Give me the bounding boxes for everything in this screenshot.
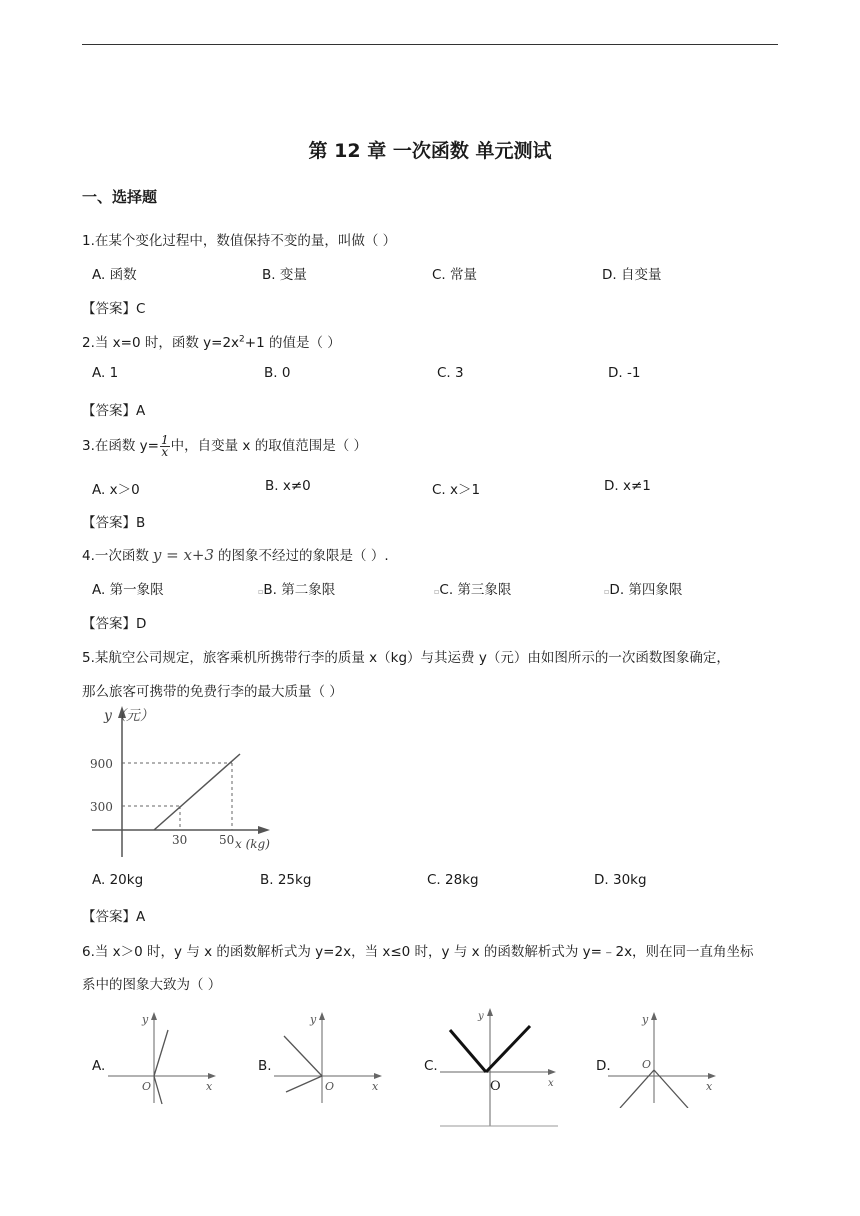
question-1-text: 1.在某个变化过程中，数值保持不变的量，叫做（ ） <box>82 233 397 249</box>
question-6-line-1: 6.当 x＞0 时，y 与 x 的函数解析式为 y=2x，当 x≤0 时，y 与 x 的函数解析式为 y=﹣2x，则在同一直角坐标 <box>82 944 754 960</box>
q2-option-a[interactable]: A. 1 <box>92 365 119 381</box>
svg-text:y: y <box>478 1011 484 1022</box>
svg-text:x: x <box>206 1080 213 1093</box>
formula: y = x+3 <box>152 546 215 564</box>
question-4-text: 4.一次函数 y = x+3 的图象不经过的象限是（ ）. <box>82 546 389 564</box>
q3-option-b[interactable]: B. x≠0 <box>265 478 311 494</box>
question-5-line-1: 5.某航空公司规定，旅客乘机所携带行李的质量 x（kg）与其运费 y（元）由如图所示的一次函数图象确定， <box>82 650 730 666</box>
q6-option-b[interactable]: B. <box>258 1058 272 1074</box>
q1-option-b[interactable]: B. 变量 <box>262 267 307 283</box>
q5-answer: 【答案】A <box>82 909 146 925</box>
question-3-text: 3.在函数 y= $\frac{1}{x}$ 中，自变量 x 的取值范围是（ ） <box>82 432 367 459</box>
header-rule <box>82 44 778 45</box>
question-5-line-2: 那么旅客可携带的免费行李的最大质量（ ） <box>82 684 343 700</box>
question-6-line-2: 系中的图象大致为（ ） <box>82 977 222 993</box>
q3-option-a[interactable]: A. x＞0 <box>92 482 140 498</box>
q2-option-c[interactable]: C. 3 <box>437 365 464 381</box>
svg-text:O: O <box>490 1079 501 1094</box>
bullet-marker-icon: ▫ <box>434 587 440 596</box>
page-title: 第 12 章 一次函数 单元测试 <box>308 140 552 162</box>
q1-option-d[interactable]: D. 自变量 <box>602 267 662 283</box>
svg-text:O: O <box>642 1058 652 1071</box>
q5-option-d[interactable]: D. 30kg <box>594 872 647 888</box>
svg-text:y: y <box>310 1013 317 1026</box>
q6-graph-b[interactable] <box>270 1008 390 1108</box>
y-tick-900: 900 <box>90 757 113 771</box>
q4-option-d[interactable]: ▫D. 第四象限 <box>604 582 683 598</box>
q3-option-c[interactable]: C. x＞1 <box>432 482 481 498</box>
fraction: $\frac{1}{x}$ <box>160 432 169 459</box>
q6-option-a[interactable]: A. <box>92 1058 106 1074</box>
q1-option-a[interactable]: A. 函数 <box>92 267 137 283</box>
q5-option-b[interactable]: B. 25kg <box>260 872 312 888</box>
x-tick-50: 50 <box>219 833 235 847</box>
q1-option-c[interactable]: C. 常量 <box>432 267 478 283</box>
y-axis-label: y（元） <box>104 708 154 724</box>
bullet-marker-icon: ▫ <box>258 587 264 596</box>
svg-text:O: O <box>142 1080 152 1093</box>
q5-option-c[interactable]: C. 28kg <box>427 872 479 888</box>
y-tick-300: 300 <box>90 800 113 814</box>
q2-option-b[interactable]: B. 0 <box>264 365 291 381</box>
q2-answer: 【答案】A <box>82 403 146 419</box>
x-axis-label: x (kg) <box>235 837 270 851</box>
svg-text:y: y <box>642 1013 649 1026</box>
question-2-text: 2.当 x=0 时，函数 $y=2x^2+1$ 的值是（ ） <box>82 334 341 351</box>
q5-option-a[interactable]: A. 20kg <box>92 872 144 888</box>
svg-text:y: y <box>142 1013 149 1026</box>
svg-text:x: x <box>548 1078 554 1089</box>
svg-text:x: x <box>372 1080 379 1093</box>
q3-option-d[interactable]: D. x≠1 <box>604 478 651 494</box>
q6-graph-d[interactable] <box>604 1008 724 1108</box>
q6-graph-a[interactable] <box>104 1008 224 1108</box>
q3-answer: 【答案】B <box>82 515 146 531</box>
svg-text:O: O <box>325 1080 335 1093</box>
x-tick-30: 30 <box>172 833 188 847</box>
section-heading: 一、选择题 <box>82 188 158 206</box>
svg-text:x: x <box>706 1080 713 1093</box>
q4-option-c[interactable]: ▫C. 第三象限 <box>434 582 512 598</box>
q4-option-a[interactable]: A. 第一象限 <box>92 582 164 598</box>
q4-answer: 【答案】D <box>82 616 147 632</box>
q6-graph-c[interactable] <box>438 1004 562 1128</box>
q1-answer: 【答案】C <box>82 301 146 317</box>
q2-option-d[interactable]: D. -1 <box>608 365 641 381</box>
q4-option-b[interactable]: ▫B. 第二象限 <box>258 582 336 598</box>
q5-graph <box>82 702 282 862</box>
bullet-marker-icon: ▫ <box>604 587 610 596</box>
q6-option-c[interactable]: C. <box>424 1058 438 1074</box>
q6-option-d[interactable]: D. <box>596 1058 611 1074</box>
